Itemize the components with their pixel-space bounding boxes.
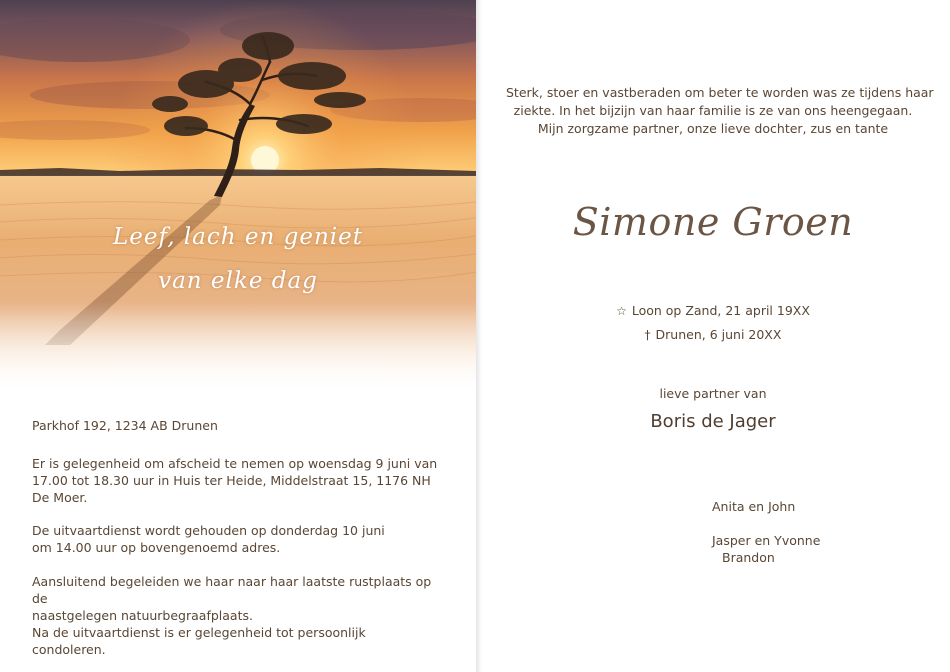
farewell-paragraph: Er is gelegenheid om afscheid te nemen op woensdag 9 juni van 17.00 tot 18.30 uur in Huis ter Heide, Middelstraat 15, 1176 NH De Moer. (32, 456, 438, 505)
birth-info: Loon op Zand, 21 april 19XX (631, 303, 810, 318)
intro-line: Sterk, stoer en vastberaden om beter te worden was ze tijdens haar (506, 85, 934, 100)
family-member: Jasper en Yvonne (712, 533, 821, 548)
funeral-service-paragraph: De uitvaartdienst wordt gehouden op donderdag 10 juni om 14.00 uur op bovengenoemd adres. (32, 523, 385, 555)
quote-line-2: van elke dag (158, 268, 318, 294)
cross-icon: † (644, 328, 651, 342)
family-member: Brandon (722, 550, 775, 565)
intro-text (506, 84, 934, 138)
birth-line (476, 303, 950, 318)
family-member: Anita en John (712, 499, 796, 514)
condolence-paragraph: Na de uitvaartdienst is er gelegenheid tot persoonlijk condoleren. (32, 625, 366, 657)
intro-line: ziekte. In het bijzijn van haar familie is ze van ons heengegaan. (513, 103, 913, 118)
intro-line: Mijn zorgzame partner, onze lieve dochter, zus en tante (537, 121, 889, 136)
right-panel (476, 0, 950, 672)
home-address: Parkhof 192, 1234 AB Drunen (32, 418, 218, 433)
partner-name: Boris de Jager (650, 411, 776, 432)
death-info: Drunen, 6 juni 20XX (655, 327, 782, 342)
burial-paragraph: Aansluitend begeleiden we haar naar haar laatste rustplaats op de naastgelegen natuurbegraafplaats. (32, 574, 432, 623)
sunset-tree-photo (0, 0, 476, 395)
deceased-name: Simone Groen (572, 200, 854, 244)
partner-label: lieve partner van (659, 386, 767, 401)
quote-line-1: Leef, lach en geniet (113, 224, 363, 250)
star-icon: ☆ (616, 304, 627, 318)
death-line (476, 327, 950, 342)
